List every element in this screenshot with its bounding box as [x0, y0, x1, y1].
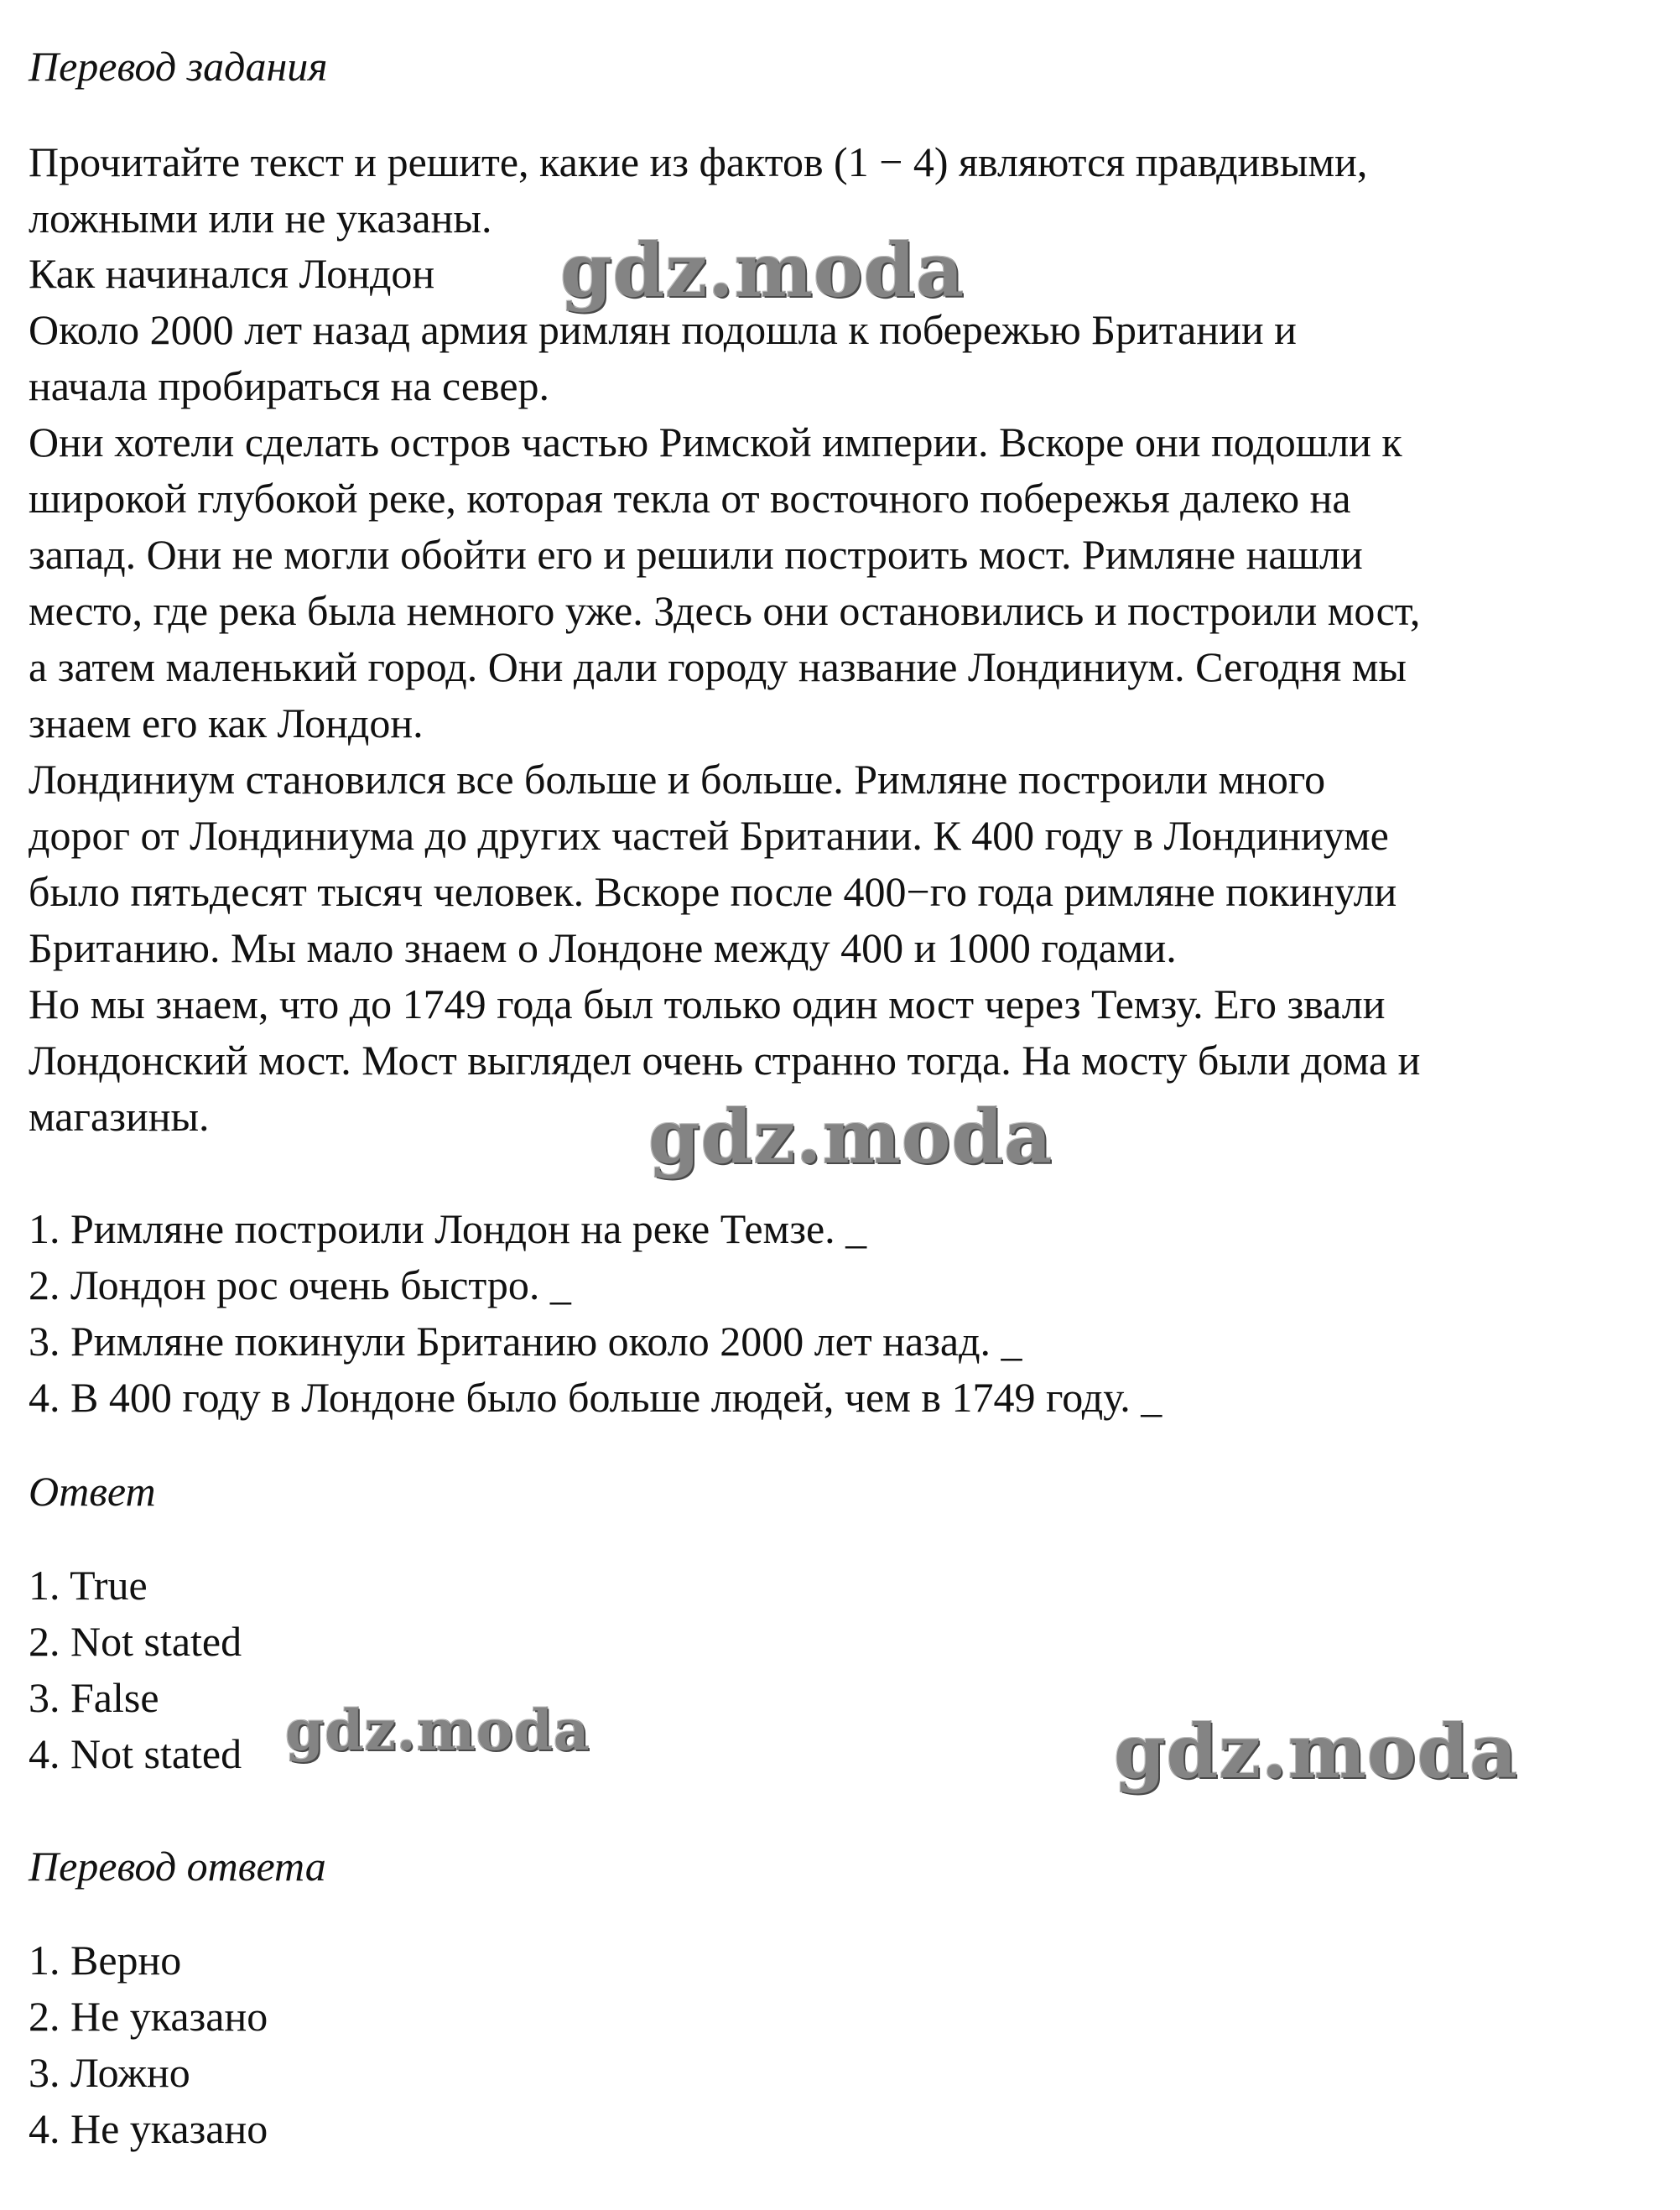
- answer-translation-item-3: 3. Ложно: [29, 2049, 190, 2096]
- text-title: Как начинался Лондон: [29, 250, 435, 297]
- answer-heading: Ответ: [29, 1468, 156, 1515]
- statement-3: 3. Римляне покинули Британию около 2000 лет назад. _: [29, 1318, 1022, 1365]
- paragraph-line-10: дорог от Лондиниума до других частей Британии. К 400 году в Лондиниуме: [29, 812, 1389, 859]
- paragraph-line-9: Лондиниум становился все больше и больше. Римляне построили много: [29, 756, 1326, 803]
- statement-2: 2. Лондон рос очень быстро. _: [29, 1261, 571, 1308]
- statement-4: 4. В 400 году в Лондоне было больше людей, чем в 1749 году. _: [29, 1374, 1162, 1421]
- paragraph-line-15: магазины.: [29, 1093, 210, 1140]
- paragraph-line-13: Но мы знаем, что до 1749 года был только один мост через Темзу. Его звали: [29, 980, 1386, 1027]
- answer-translation-item-1: 1. Верно: [29, 1937, 182, 1984]
- statement-1: 1. Римляне построили Лондон на реке Темзе. _: [29, 1205, 867, 1252]
- instruction-line-1: Прочитайте текст и решите, какие из фактов (1 − 4) являются правдивыми,: [29, 138, 1368, 185]
- paragraph-line-1: Около 2000 лет назад армия римлян подошла к побережью Британии и: [29, 306, 1297, 353]
- answer-item-4: 4. Not stated: [29, 1730, 242, 1777]
- paragraph-line-6: место, где река была немного уже. Здесь они остановились и построили мост,: [29, 587, 1421, 634]
- answer-translation-heading: Перевод ответа: [29, 1843, 326, 1890]
- paragraph-line-11: было пятьдесят тысяч человек. Вскоре после 400−го года римляне покинули: [29, 868, 1397, 915]
- paragraph-line-3: Они хотели сделать остров частью Римской империи. Вскоре они подошли к: [29, 419, 1402, 465]
- watermark-1: gdz.moda: [560, 226, 965, 314]
- answer-translation-item-2: 2. Не указано: [29, 1993, 268, 2040]
- paragraph-line-7: а затем маленький город. Они дали городу название Лондиниум. Сегодня мы: [29, 643, 1407, 690]
- task-translation-heading: Перевод задания: [29, 43, 328, 90]
- paragraph-line-14: Лондонский мост. Мост выглядел очень странно тогда. На мосту были дома и: [29, 1037, 1421, 1084]
- watermark-2: gdz.moda: [648, 1093, 1053, 1180]
- watermark-4: gdz.moda: [1114, 1708, 1519, 1795]
- answer-item-1: 1. True: [29, 1562, 148, 1609]
- paragraph-line-5: запад. Они не могли обойти его и решили построить мост. Римляне нашли: [29, 531, 1363, 578]
- answer-translation-item-4: 4. Не указано: [29, 2105, 268, 2152]
- paragraph-line-2: начала пробираться на север.: [29, 362, 550, 409]
- watermark-3: gdz.moda: [285, 1698, 590, 1763]
- answer-item-2: 2. Not stated: [29, 1618, 242, 1665]
- paragraph-line-8: знаем его как Лондон.: [29, 699, 424, 746]
- paragraph-line-12: Британию. Мы мало знаем о Лондоне между 400 и 1000 годами.: [29, 924, 1177, 971]
- answer-item-3: 3. False: [29, 1674, 159, 1721]
- paragraph-line-4: широкой глубокой реке, которая текла от восточного побережья далеко на: [29, 475, 1351, 522]
- instruction-line-2: ложными или не указаны.: [29, 195, 492, 242]
